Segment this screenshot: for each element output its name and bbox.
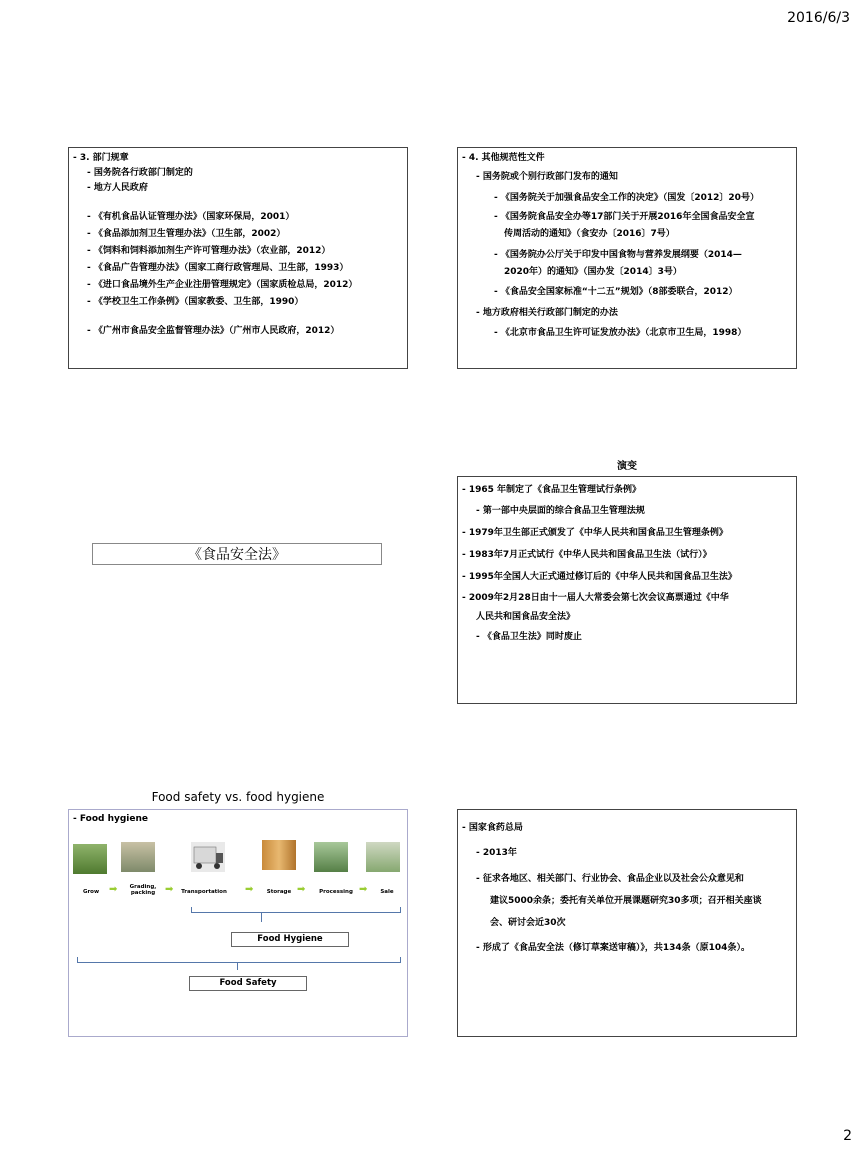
- slide-line: 会、研讨会近30次: [490, 918, 566, 928]
- processing-photo: [314, 842, 348, 872]
- slide-line: - 征求各地区、相关部门、行业协会、食品企业以及社会公众意见和: [476, 874, 744, 884]
- slide-line: - 《国务院办公厅关于印发中国食物与营养发展纲要（2014—: [494, 250, 742, 260]
- slide-line: 2020年）的通知》（国办发〔2014〕3号）: [504, 267, 682, 277]
- slide-line: 传周活动的通知》（食安办〔2016〕7号）: [504, 229, 675, 239]
- slide-line: - 《进口食品境外生产企业注册管理规定》（国家质检总局，2012）: [87, 280, 358, 290]
- slide-line: - 2013年: [476, 848, 517, 858]
- slide-line: 人民共和国食品安全法》: [476, 612, 576, 622]
- arrow-right-icon: ➡: [109, 884, 118, 895]
- field-photo: [73, 844, 107, 874]
- slide-line: - 形成了《食品安全法（修订草案送审稿）》，共134条（原104条）。: [476, 943, 750, 953]
- page-number: 2: [843, 1128, 852, 1144]
- slide-line: - 1979年卫生部正式颁发了《中华人民共和国食品卫生管理条例》: [462, 528, 728, 538]
- slide-title: 演变: [617, 461, 637, 472]
- slide-heading: - Food hygiene: [73, 814, 149, 824]
- slide-line: - 1965 年制定了《食品卫生管理试行条例》: [462, 485, 642, 495]
- truck-photo: [191, 842, 225, 872]
- slide-line: - 国务院各行政部门制定的: [87, 168, 193, 178]
- slide-line: [73, 311, 405, 323]
- slide-food-safety-vs-hygiene: [68, 809, 408, 1037]
- hygiene-bracket: [191, 907, 401, 913]
- slide-line: - 3. 部门规章: [73, 153, 129, 163]
- stage-grading: Grading, packing: [129, 884, 157, 896]
- stage-storage: Storage: [266, 889, 292, 895]
- slide-line: - 国务院或个别行政部门发布的通知: [476, 172, 618, 182]
- stage-grow: Grow: [82, 889, 100, 895]
- slide-line: - 地方人民政府: [87, 183, 148, 193]
- slide-line: - 4. 其他规范性文件: [462, 153, 545, 163]
- header-date: 2016/6/3: [787, 10, 850, 26]
- slide-line: - 第一部中央层面的综合食品卫生管理法规: [476, 506, 645, 516]
- slide-title: 《食品安全法》: [188, 547, 286, 563]
- storage-photo: [262, 840, 296, 870]
- slide-line: - 《食品安全国家标准“十二五”规划》（8部委联合，2012）: [494, 287, 738, 297]
- arrow-right-icon: ➡: [359, 884, 368, 895]
- slide-line: - 《国务院食品安全办等17部门关于开展2016年全国食品安全宣: [494, 212, 755, 222]
- slide-line: - 《北京市食品卫生许可证发放办法》（北京市卫生局，1998）: [494, 328, 747, 338]
- slide-line: - 国家食药总局: [462, 823, 523, 833]
- arrow-right-icon: ➡: [245, 884, 254, 895]
- slide-line: - 《国务院关于加强食品安全工作的决定》（国发〔2012〕20号）: [494, 193, 759, 203]
- stage-processing: Processing: [319, 889, 353, 895]
- slide-line: - 2009年2月28日由十一届人大常委会第七次会议高票通过《中华: [462, 593, 729, 603]
- market-photo: [366, 842, 400, 872]
- slide-normative-documents: [457, 147, 797, 369]
- slide-food-safety-law-title: [92, 543, 382, 565]
- stage-sale: Sale: [380, 889, 394, 895]
- slide-line: - 《食品广告管理办法》（国家工商行政管理局、卫生部，1993）: [87, 263, 349, 273]
- safety-bracket: [77, 957, 401, 963]
- slide-line: - 1995年全国人大正式通过修订后的《中华人民共和国食品卫生法》: [462, 572, 737, 582]
- slide-line: - 《饲料和饲料添加剂生产许可管理办法》（农业部，2012）: [87, 246, 331, 256]
- slide-line: - 地方政府相关行政部门制定的办法: [476, 308, 618, 318]
- food-hygiene-label: Food Hygiene: [231, 932, 349, 947]
- slide-line: - 《食品添加剂卫生管理办法》（卫生部，2002）: [87, 229, 286, 239]
- packing-photo: [121, 842, 155, 872]
- arrow-right-icon: ➡: [297, 884, 306, 895]
- slide-line: - 《广州市食品安全监督管理办法》（广州市人民政府，2012）: [87, 326, 340, 336]
- slide-cfda-revision: [457, 809, 797, 1037]
- slide-line: - 《有机食品认证管理办法》（国家环保局，2001）: [87, 212, 295, 222]
- slide-regulations: [68, 147, 408, 369]
- slide-line: - 1983年7月正式试行《中华人民共和国食品卫生法（试行）》: [462, 550, 712, 560]
- slide-title: Food safety vs. food hygiene: [151, 790, 325, 804]
- arrow-right-icon: ➡: [165, 884, 174, 895]
- bracket-tick: [261, 912, 262, 922]
- bracket-tick: [237, 962, 238, 970]
- slide-line: [73, 197, 405, 209]
- food-safety-label: Food Safety: [189, 976, 307, 991]
- slide-line: - 《食品卫生法》同时废止: [476, 632, 582, 642]
- slide-line: - 《学校卫生工作条例》（国家教委、卫生部，1990）: [87, 297, 304, 307]
- slide-evolution: [457, 476, 797, 704]
- slide-line: 建议5000余条；委托有关单位开展课题研究30多项；召开相关座谈: [490, 896, 762, 906]
- stage-transportation: Transportation: [181, 889, 227, 895]
